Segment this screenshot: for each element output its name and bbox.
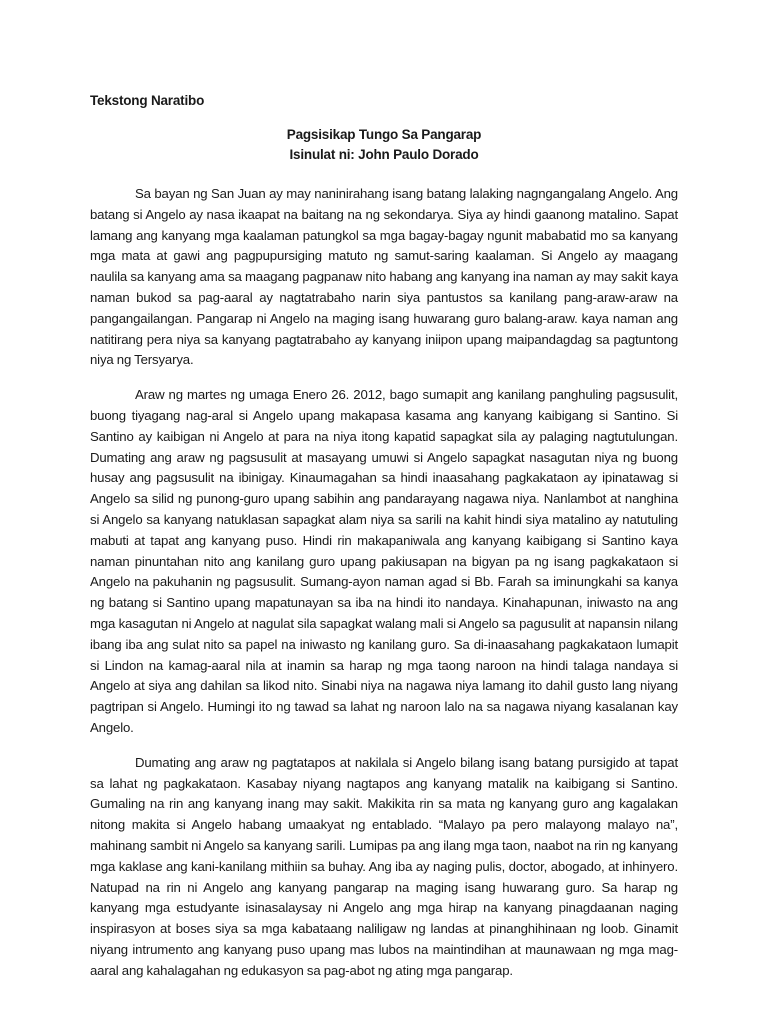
author-line: Isinulat ni: John Paulo Dorado — [289, 147, 479, 162]
title-block — [90, 125, 678, 165]
paragraph-1: Sa bayan ng San Juan ay may naninirahang isang batang lalaking nagngangalang Angelo. Ang batang si Angelo ay nasa ikaapat na baitang na ng sekondarya. Siya ay hindi gaanong matalino. Sapat lamang ang kanyang mga kaalaman patungkol sa mga bagay-bagay ngunit mababatid mo sa kanyang mga mata at gawi ang pagpupursiging matuto ng samut-saring kaalaman. Si Angelo ay maagang naulila sa kanyang ama sa maagang pagpanaw nito habang ang kanyang ina naman ay may sakit kaya naman bukod sa pag-aaral ay nagtatrabaho narin siya pantustos sa kanilang pang-araw-araw na pangangailangan. Pangarap ni Angelo na maging isang huwarang guro balang-araw. kaya naman ang natitirang pera niya sa kanyang pagtatrabaho ay kanyang iniipon upang maipandagdag sa pagtuntong niya ng Tersyarya. — [90, 186, 678, 368]
paragraph-3: Dumating ang araw ng pagtatapos at nakilala si Angelo bilang isang batang pursigido at tapat sa lahat ng pagkakataon. Kasabay niyang nagtapos ang kanyang matalik na kaibigang si Santino. Gumaling na rin ang kanyang inang may sakit. Makikita rin sa mata ng kanyang guro ang kagalakan nitong makita si Angelo habang umaakyat ng entablado. “Malayo pa pero malayong malayo na”, mahinang sambit ni Angelo sa kanyang sarili. Lumipas pa ang ilang mga taon, naabot na rin ng kanyang mga kaklase ang kani-kanilang mithiin sa buhay. Ang iba ay naging pulis, doctor, abogado, at inhinyero. Natupad na rin ni Angelo ang kanyang pangarap na maging isang huwarang guro. Sa harap ng kanyang mga estudyante isinasalaysay ni Angelo ang mga hirap na kanyang pinagdaanan naging inspirasyon at boses siya sa mga kabataang naliligaw ng landas at pinanghihinaan ng loob. Ginamit niyang intrumento ang kanyang puso upang mas lubos na maintindihan at maunawaan ng mga mag-aaral ang kahalagahan ng edukasyon sa pag-abot ng ating mga pangarap. — [90, 754, 678, 978]
story-body — [90, 184, 678, 995]
document-type-label: Tekstong Naratibo — [90, 93, 205, 108]
story-title: Pagsisikap Tungo Sa Pangarap — [286, 127, 482, 142]
paragraph-2: Araw ng martes ng umaga Enero 26. 2012, bago sumapit ang kanilang panghuling pagsusulit, buong tiyagang nag-aral si Angelo upang makapasa kasama ang kanyang kaibigang si Santino. Si Santino ay kaibigan ni Angelo at para na niya itong kapatid sapagkat sila ay palaging nagtutulungan. Dumating ang araw ng pagsusulit at masayang umuwi si Angelo sapagkat nasagutan niya ng buong husay ang pagsusulit na ibinigay. Kinaumagahan sa hindi inaasahang pagkakataon ay ipinatawag si Angelo sa silid ng punong-guro upang sabihin ang pandarayang nagawa niya. Nanlambot at nanghina si Angelo sa kanyang natuklasan sapagkat alam niya sa sarili na kahit hindi siya matalino ay natutuling mabuti at tapat ang kanyang puso. Hindi rin makapaniwala ang kanyang kaibigang si Santino kaya naman pinuntahan nito ang kanilang guro upang pakiusapan na bigyan pa ng isang pagkakataon si Angelo na pakuhanin ng pagsusulit. Sumang-ayon naman agad si Bb. Farah sa iminungkahi sa kanya ng batang si Santino upang mapatunayan sa iba na hindi ito nandaya. Kinahapunan, iniwasto na ang mga kasagutan ni Angelo at nagulat sila sapagkat walang mali si Angelo sa pagusulit at napansin nilang ibang iba ang sulat nito sa papel na iniwasto ng kanilang guro. Sa di-inaasahang pagkakataon lumapit si Lindon na kamag-aaral nila at inamin sa harap ng mga taong naroon na hindi talaga nandaya si Angelo at siya ang dahilan sa likod nito. Sinabi niya na nagawa niya lamang ito dahil gusto lang niyang pagtripan si Angelo. Humingi ito ng tawad sa lahat ng naroon lalo na sa nagawa niyang kasalanan kay Angelo. — [90, 387, 678, 735]
